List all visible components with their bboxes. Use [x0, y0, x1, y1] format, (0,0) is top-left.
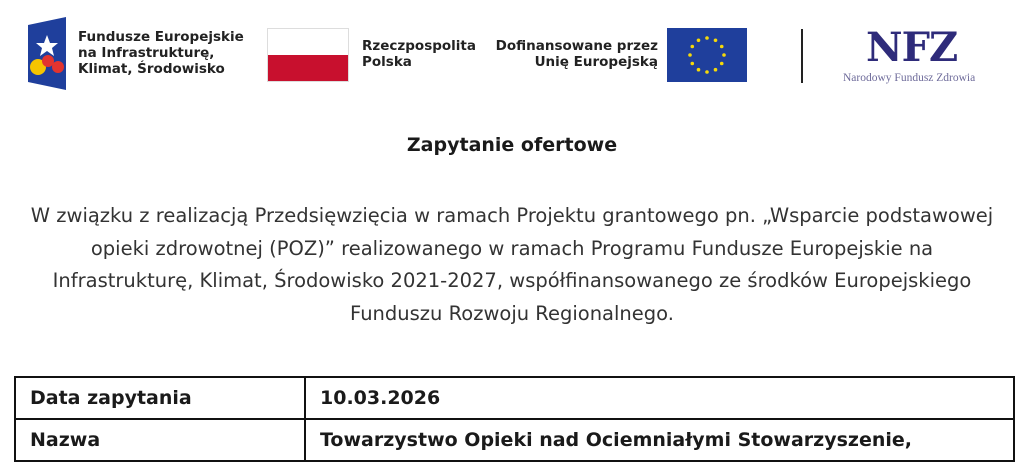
eu-star-icon: [714, 68, 718, 72]
eu-star-icon: [690, 45, 694, 49]
eu-star-icon: [690, 62, 694, 66]
eu-star-icon: [720, 45, 724, 49]
fe-text-3: Klimat, Środowisko: [78, 61, 225, 77]
rp-text-1: Rzeczpospolita: [362, 38, 476, 54]
table-row: [15, 419, 1014, 461]
eu-text-1: Dofinansowane przez: [495, 38, 658, 54]
row-label: Data zapytania: [15, 377, 305, 419]
fe-flag-icon: [28, 17, 66, 90]
eu-star-icon: [697, 38, 701, 42]
nfz-mark: NFZ: [866, 24, 958, 71]
eu-star-icon: [705, 36, 709, 40]
nfz-text: Narodowy Fundusz Zdrowia: [843, 72, 976, 84]
table-row: [15, 377, 1014, 419]
eu-star-icon: [720, 62, 724, 66]
intro-paragraph: W związku z realizacją Przedsięwzięcia w ramach Projektu grantowego pn. „Wsparcie podstawowej opieki zdrowotnej (POZ)” realizowanego w ramach Programu Fundusze Europejskie na Infrastrukturę, Klimat, Środowisko 2021-2027, współfinansowanego ze środków Europejskiego Funduszu Rozwoju Regionalnego.: [30, 204, 994, 325]
eu-star-icon: [688, 53, 692, 57]
eu-star-icon: [705, 70, 709, 74]
info-table: [14, 376, 1015, 462]
fe-text-1: Fundusze Europejskie: [78, 29, 244, 45]
fe-text-2: na Infrastrukturę,: [78, 45, 215, 61]
eu-star-icon: [714, 38, 718, 42]
page-title: Zapytanie ofertowe: [406, 134, 618, 156]
row-value: Towarzystwo Opieki nad Ociemniałymi Stowarzyszenie,: [305, 419, 1014, 461]
row-value: 10.03.2026: [305, 377, 1014, 419]
eu-flag-icon: [667, 28, 747, 82]
eu-star-icon: [697, 68, 701, 72]
row-label: Nazwa: [15, 419, 305, 461]
eu-text-2: Unię Europejską: [534, 54, 658, 70]
rp-text-2: Polska: [362, 54, 412, 70]
divider: [801, 29, 803, 83]
polish-flag-icon: [267, 28, 349, 82]
eu-star-icon: [722, 53, 726, 57]
